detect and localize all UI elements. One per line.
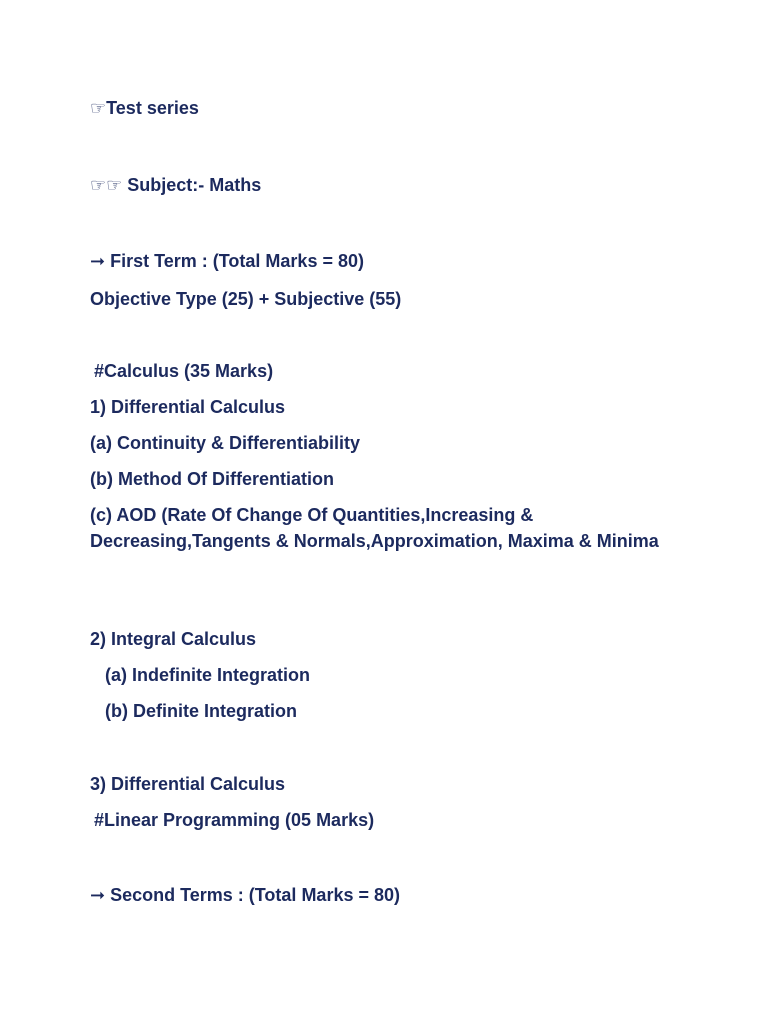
differential-calculus-3-title: 3) Differential Calculus — [90, 774, 286, 794]
first-term-heading: ➞ First Term : (Total Marks = 80) — [90, 251, 364, 271]
first-term-breakdown: Objective Type (25) + Subjective (55) — [90, 289, 402, 309]
differential-item-a: (a) Continuity & Differentiability — [90, 433, 360, 453]
integral-calculus-title: 2) Integral Calculus — [90, 629, 257, 649]
calculus-heading: #Calculus (35 Marks) — [94, 361, 274, 381]
linear-programming-heading: #Linear Programming (05 Marks) — [94, 810, 375, 830]
test-series-heading: ☞Test series — [90, 98, 199, 118]
differential-item-c: (c) AOD (Rate Of Change Of Quantities,Increasing & Decreasing,Tangents & Normals,Approximation, Maxima & Minima — [90, 505, 659, 551]
subject-heading: ☞☞ Subject:- Maths — [90, 175, 262, 195]
differential-calculus-title: 1) Differential Calculus — [90, 397, 286, 417]
integral-item-a: (a) Indefinite Integration — [105, 665, 310, 685]
second-term-heading: ➞ Second Terms : (Total Marks = 80) — [90, 885, 400, 905]
integral-item-b: (b) Definite Integration — [105, 701, 297, 721]
differential-item-b: (b) Method Of Differentiation — [90, 469, 334, 489]
